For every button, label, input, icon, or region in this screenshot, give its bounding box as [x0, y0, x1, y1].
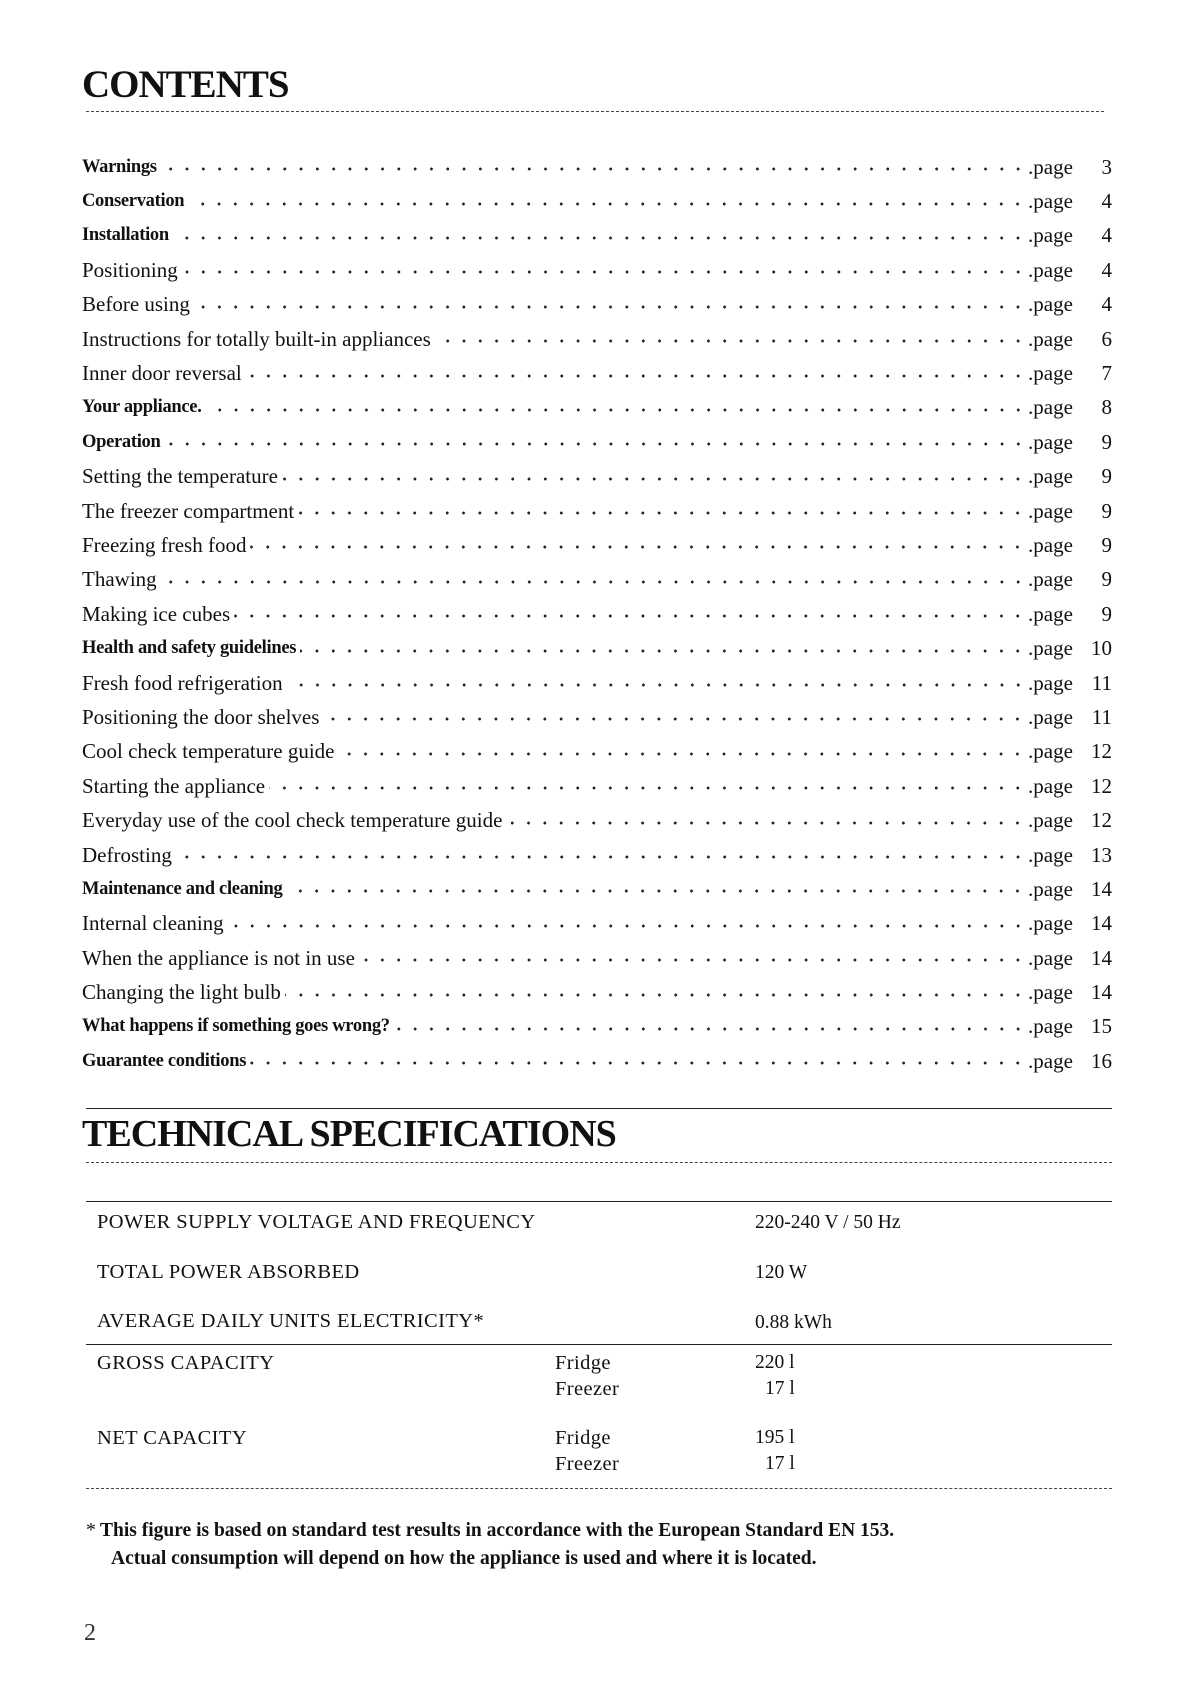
- toc-page-number: 9: [1101, 601, 1112, 626]
- toc-page-label: .page: [1028, 739, 1073, 764]
- dot-leader: [176, 845, 1026, 865]
- toc-page-label: .page: [1028, 189, 1073, 214]
- toc-page-number: 4: [1101, 189, 1112, 214]
- net-freezer-label: Freezer: [555, 1453, 620, 1475]
- toc-page-number: 15: [1091, 1014, 1112, 1039]
- toc-page-label: .page: [1028, 429, 1073, 454]
- toc-entry-title: What happens if something goes wrong?: [82, 1016, 390, 1037]
- toc-entry: [82, 769, 1112, 803]
- toc-page-label: .page: [1028, 704, 1073, 729]
- dot-leader: [161, 570, 1026, 590]
- toc-page-label: .page: [1028, 1014, 1073, 1039]
- page-number: 2: [84, 1620, 96, 1646]
- toc-entry-title: Positioning the door shelves: [82, 704, 320, 729]
- toc-entry-title: Everyday use of the cool check temperature guide: [82, 808, 503, 833]
- toc-page-number: 12: [1091, 739, 1112, 764]
- toc-page-label: .page: [1028, 464, 1073, 489]
- toc-page-number: 9: [1101, 429, 1112, 454]
- toc-entry-title: Defrosting: [82, 842, 172, 867]
- toc-entry-title: Conservation: [82, 191, 185, 212]
- dot-leader: [182, 260, 1026, 280]
- toc-entry-title: When the appliance is not in use: [82, 945, 355, 970]
- toc-page-number: 10: [1091, 636, 1112, 661]
- gross-freezer-label: Freezer: [555, 1378, 620, 1400]
- toc-page-number: 9: [1101, 532, 1112, 557]
- specs-bottom-rule: [86, 1488, 1112, 1489]
- toc-page-label: .page: [1028, 842, 1073, 867]
- footnote: [86, 1516, 1086, 1573]
- toc-entry: [82, 528, 1112, 562]
- gross-freezer-value: 17 l: [765, 1378, 795, 1399]
- toc-page-label: .page: [1028, 395, 1073, 420]
- toc-entry-title: Your appliance.: [82, 397, 202, 418]
- dot-leader: [506, 811, 1026, 831]
- toc-page-number: 7: [1101, 361, 1112, 386]
- toc-entry-title: Instructions for totally built-in appliances: [82, 326, 431, 351]
- toc-entry-title: Cool check temperature guide: [82, 739, 335, 764]
- toc-entry: [82, 184, 1112, 218]
- toc-page-label: .page: [1028, 1048, 1073, 1073]
- toc-page-number: 4: [1101, 292, 1112, 317]
- toc-page-label: .page: [1028, 154, 1073, 179]
- dot-leader: [359, 948, 1026, 968]
- toc-entry: [82, 563, 1112, 597]
- dot-leader: [338, 742, 1026, 762]
- toc-page-label: .page: [1028, 980, 1073, 1005]
- toc-entry: [82, 460, 1112, 494]
- contents-heading: CONTENTS: [82, 63, 289, 106]
- toc-page-number: 14: [1091, 911, 1112, 936]
- toc-entry: [82, 288, 1112, 322]
- toc-page-number: 14: [1091, 980, 1112, 1005]
- toc-entry: [82, 322, 1112, 356]
- net-fridge-value: 195 l: [755, 1427, 795, 1448]
- dot-leader: [250, 1051, 1026, 1071]
- toc-entry-title: Inner door reversal: [82, 361, 242, 386]
- dot-leader: [188, 192, 1026, 212]
- toc-entry-title: Making ice cubes: [82, 601, 231, 626]
- toc-entry: [82, 356, 1112, 390]
- dot-leader: [300, 639, 1026, 659]
- dot-leader: [298, 501, 1026, 521]
- toc-entry-title: Health and safety guidelines: [82, 638, 297, 659]
- specs-table-top-rule: [86, 1201, 1112, 1202]
- toc-page-number: 9: [1101, 567, 1112, 592]
- footnote-line-2: Actual consumption will depend on how the appliance is used and where it is located.: [111, 1548, 817, 1569]
- net-freezer-value: 17 l: [765, 1453, 795, 1474]
- toc-entry-title: Guarantee conditions: [82, 1050, 247, 1071]
- toc-page-label: .page: [1028, 876, 1073, 901]
- toc-page-label: .page: [1028, 532, 1073, 557]
- dot-leader: [206, 398, 1026, 418]
- dot-leader: [250, 535, 1026, 555]
- toc-entry-title: Warnings: [82, 156, 157, 177]
- table-of-contents: [82, 150, 1112, 1079]
- toc-entry-title: Maintenance and cleaning: [82, 878, 283, 899]
- footnote-asterisk: *: [86, 1519, 96, 1541]
- dot-leader: [246, 364, 1026, 384]
- dot-leader: [173, 226, 1026, 246]
- contents-heading-rule: [86, 111, 1104, 112]
- net-fridge-label: Fridge: [555, 1427, 611, 1449]
- toc-page-label: .page: [1028, 257, 1073, 282]
- toc-entry-title: Positioning: [82, 257, 178, 282]
- net-capacity-label: NET CAPACITY: [97, 1427, 248, 1449]
- dot-leader: [161, 157, 1026, 177]
- toc-entry-title: Installation: [82, 225, 169, 246]
- footnote-line-1: This figure is based on standard test results in accordance with the European Standard EN 153.: [100, 1520, 895, 1541]
- toc-entry: [82, 941, 1112, 975]
- toc-entry: [82, 872, 1112, 906]
- total-power-value: 120 W: [755, 1262, 808, 1283]
- toc-entry-title: Before using: [82, 292, 190, 317]
- daily-units-label: AVERAGE DAILY UNITS ELECTRICITY*: [97, 1310, 485, 1332]
- toc-entry: [82, 150, 1112, 184]
- specs-heading: TECHNICAL SPECIFICATIONS: [82, 1113, 616, 1155]
- toc-page-label: .page: [1028, 601, 1073, 626]
- specs-middle-rule: [86, 1344, 1112, 1345]
- toc-entry-title: Starting the appliance: [82, 773, 266, 798]
- dot-leader: [323, 707, 1026, 727]
- toc-entry-title: Internal cleaning: [82, 911, 224, 936]
- specs-heading-rule: [86, 1162, 1112, 1163]
- toc-page-label: .page: [1028, 670, 1073, 695]
- toc-page-label: .page: [1028, 498, 1073, 523]
- toc-page-label: .page: [1028, 945, 1073, 970]
- toc-entry: [82, 391, 1112, 425]
- total-power-label: TOTAL POWER ABSORBED: [97, 1261, 360, 1283]
- toc-entry-title: Operation: [82, 431, 161, 452]
- toc-page-label: .page: [1028, 773, 1073, 798]
- toc-page-label: .page: [1028, 567, 1073, 592]
- toc-entry: [82, 838, 1112, 872]
- toc-entry-title: Changing the light bulb: [82, 980, 281, 1005]
- toc-entry: [82, 631, 1112, 665]
- dot-leader: [228, 914, 1026, 934]
- toc-page-number: 8: [1101, 395, 1112, 420]
- toc-page-label: .page: [1028, 361, 1073, 386]
- dot-leader: [194, 295, 1026, 315]
- power-supply-value: 220-240 V / 50 Hz: [755, 1212, 901, 1233]
- toc-entry: [82, 666, 1112, 700]
- toc-entry: [82, 494, 1112, 528]
- toc-entry: [82, 907, 1112, 941]
- dot-leader: [282, 467, 1026, 487]
- toc-entry: [82, 253, 1112, 287]
- toc-page-number: 3: [1101, 154, 1112, 179]
- toc-page-number: 12: [1091, 773, 1112, 798]
- toc-page-number: 6: [1101, 326, 1112, 351]
- toc-page-number: 4: [1101, 223, 1112, 248]
- toc-entry-title: Freezing fresh food: [82, 532, 247, 557]
- dot-leader: [435, 329, 1026, 349]
- toc-page-number: 12: [1091, 808, 1112, 833]
- toc-entry: [82, 425, 1112, 459]
- toc-page-label: .page: [1028, 292, 1073, 317]
- toc-page-number: 9: [1101, 498, 1112, 523]
- toc-page-label: .page: [1028, 223, 1073, 248]
- gross-fridge-value: 220 l: [755, 1352, 795, 1373]
- toc-page-number: 14: [1091, 876, 1112, 901]
- dot-leader: [394, 1017, 1026, 1037]
- toc-page-number: 13: [1091, 842, 1112, 867]
- toc-entry: [82, 1010, 1112, 1044]
- toc-page-number: 9: [1101, 464, 1112, 489]
- toc-entry: [82, 219, 1112, 253]
- toc-page-number: 11: [1091, 670, 1112, 695]
- toc-entry-title: Fresh food refrigeration: [82, 670, 283, 695]
- toc-page-label: .page: [1028, 326, 1073, 351]
- toc-entry: [82, 975, 1112, 1009]
- dot-leader: [234, 604, 1026, 624]
- toc-entry: [82, 700, 1112, 734]
- toc-entry: [82, 735, 1112, 769]
- toc-page-label: .page: [1028, 911, 1073, 936]
- toc-entry: [82, 803, 1112, 837]
- toc-entry-title: Setting the temperature: [82, 464, 278, 489]
- daily-units-value: 0.88 kWh: [755, 1312, 832, 1333]
- toc-entry-title: Thawing: [82, 567, 157, 592]
- toc-page-number: 14: [1091, 945, 1112, 970]
- specs-top-rule: [86, 1108, 1112, 1109]
- toc-page-number: 4: [1101, 257, 1112, 282]
- gross-capacity-label: GROSS CAPACITY: [97, 1352, 275, 1374]
- dot-leader: [269, 776, 1026, 796]
- power-supply-label: POWER SUPPLY VOLTAGE AND FREQUENCY: [97, 1211, 536, 1233]
- toc-page-label: .page: [1028, 636, 1073, 661]
- toc-entry: [82, 597, 1112, 631]
- dot-leader: [286, 879, 1026, 899]
- toc-page-label: .page: [1028, 808, 1073, 833]
- gross-fridge-label: Fridge: [555, 1352, 611, 1374]
- dot-leader: [287, 673, 1026, 693]
- toc-page-number: 11: [1091, 704, 1112, 729]
- toc-entry: [82, 1044, 1112, 1078]
- toc-entry-title: The freezer compartment: [82, 498, 295, 523]
- toc-page-number: 16: [1091, 1048, 1112, 1073]
- dot-leader: [285, 983, 1026, 1003]
- dot-leader: [165, 432, 1027, 452]
